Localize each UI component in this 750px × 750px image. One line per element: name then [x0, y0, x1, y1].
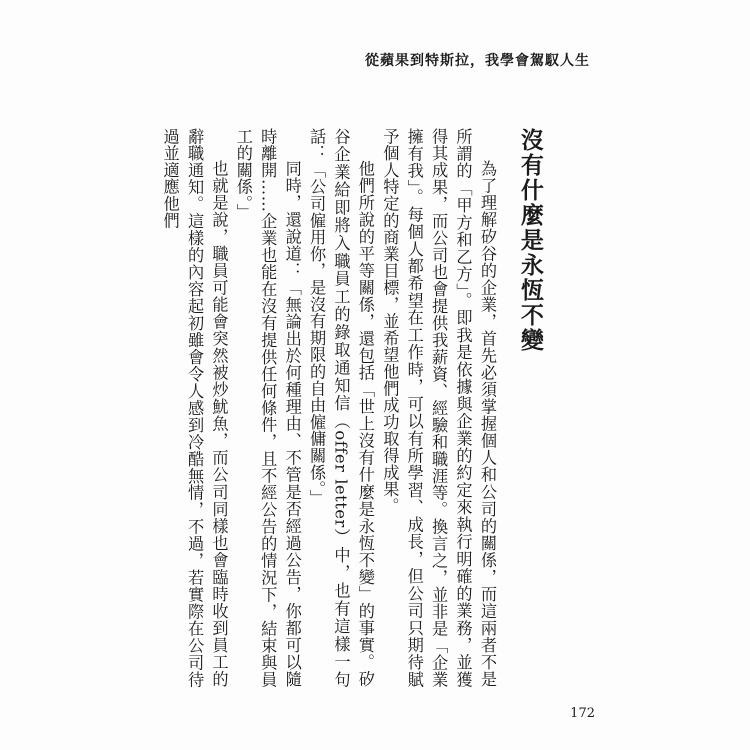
page-content	[160, 128, 566, 688]
page-number: 172	[570, 706, 595, 721]
paragraph-4: 也就是說，職員可能會突然被炒魷魚，而公司同樣也會臨時收到員工的辭職通知。這樣的內容起初雖會令人感到冷酷無情，不過，若實際在公司待過並適應他們	[160, 128, 229, 688]
paragraph-1: 為了理解矽谷的企業，首先必須掌握個人和公司的關係，而這兩者不是所謂的「甲方和乙方」。即我是依據與企業的約定來執行明確的業務，並獲得其成果，而公司也會提供我薪資、經驗和職涯等。換言之，並非是「企業擁有我」。每個人都希望在工作時，可以有所學習、成長，但公司只期待賦予個人特定的商業目標，並希望他們成功取得成果。	[380, 128, 497, 688]
paragraph-2: 他們所說的平等關係，還包括「世上沒有什麼是永恆不變」的事實。矽谷企業給即將入職員工的錄取通知信（offer letter）中，也有這樣一句話：「公司僱用你，是沒有期限的自由僱傭關係。」	[307, 128, 375, 688]
running-header: 從蘋果到特斯拉，我學會駕馭人生	[365, 53, 590, 69]
paragraph-3: 同時，還說道：「無論出於何種理由、不管是否經過公告，你都可以隨時離開……企業也能在沒有提供任何條件，且不經公告的情況下，結束與員工的關係。」	[233, 128, 302, 688]
section-title: 沒有什麼是永恆不變	[516, 128, 543, 353]
body-text	[157, 128, 499, 688]
